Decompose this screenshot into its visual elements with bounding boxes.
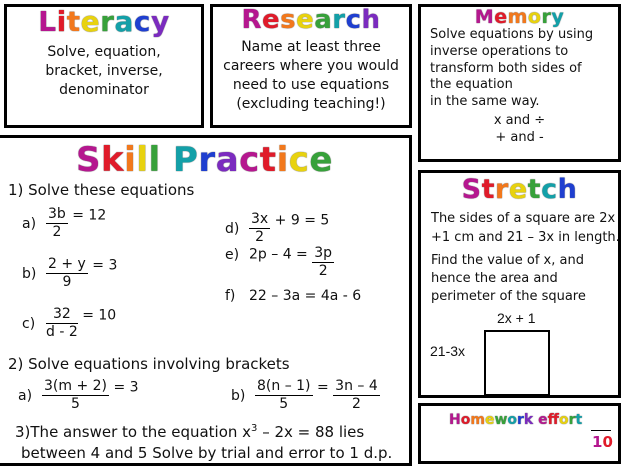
memory-text [430, 27, 593, 111]
square-diagram [484, 330, 550, 396]
literacy-box [4, 4, 204, 128]
rhs: = 10 [82, 307, 117, 324]
q1-a [22, 206, 106, 241]
denominator: 2 [318, 263, 328, 279]
op-line: + and - [495, 130, 544, 145]
fraction [42, 378, 109, 413]
q2-heading: 2) Solve equations involving brackets [8, 355, 290, 373]
q-label: b) [22, 265, 37, 282]
q-label: f) [225, 288, 236, 304]
fraction [312, 245, 334, 280]
research-text [213, 38, 409, 114]
homework-effort-label: Homework efort [449, 412, 583, 428]
stretch-box [418, 170, 621, 398]
stretch-line: hence the area and [431, 271, 558, 286]
q2-a [18, 378, 139, 413]
square-side-label: 21-3x [430, 343, 466, 359]
research-box [210, 4, 412, 128]
q3 [15, 418, 392, 464]
denominator: 5 [71, 396, 80, 412]
rhs: = 3 [92, 257, 118, 274]
homework-box [418, 403, 621, 464]
research-line: careers where you would [223, 58, 399, 74]
equals: = [316, 379, 329, 396]
q-label: e) [225, 246, 240, 263]
q1-e [225, 245, 334, 280]
q1-c [22, 306, 116, 341]
equation: 22 – 3a = 4a - 6 [249, 288, 362, 304]
q3-line2: between 4 and 5 Solve by trial and error to 1 d.p. [21, 444, 393, 462]
keyword-line: Solve, equation, [47, 44, 161, 60]
q1-heading: 1) Solve these equations [8, 181, 195, 199]
stretch-p2 [431, 252, 586, 306]
numerator: 3p [314, 245, 333, 261]
op-line: x and ÷ [493, 113, 546, 128]
memory-line: in the same way. [430, 94, 540, 110]
research-line: (excluding teaching!) [236, 96, 386, 112]
numerator: 3n – 4 [335, 378, 378, 394]
fraction [46, 306, 78, 341]
research-line: Name at least three [241, 39, 381, 55]
skill-practice-title: Skill Practice [76, 140, 333, 180]
homework-denominator: 10 [592, 433, 613, 451]
exponent: 3 [251, 423, 258, 434]
q-label: a) [22, 215, 37, 232]
denominator: 2 [351, 396, 361, 412]
numerator: 3(m + 2) [44, 378, 108, 394]
q-label: c) [22, 315, 36, 332]
q2-b [231, 378, 380, 413]
numerator: 32 [46, 306, 78, 324]
q3-text: – 2x = 88 lies [257, 423, 365, 441]
lhs: 2p – 4 = [249, 246, 308, 263]
rhs: = 12 [72, 207, 107, 224]
rhs: = 3 [113, 379, 139, 396]
literacy-keywords [7, 43, 201, 100]
memory-line: Solve equations by using [430, 27, 594, 42]
denominator: 2 [52, 224, 62, 240]
memory-line: transform both sides of [430, 60, 582, 76]
fraction [46, 206, 68, 241]
q-label: a) [18, 387, 33, 404]
denominator: d - 2 [46, 324, 78, 340]
q1-b [22, 256, 117, 291]
q-label: b) [231, 387, 246, 404]
q1-f [225, 288, 361, 304]
fraction [333, 378, 380, 413]
score-blank [591, 430, 611, 431]
numerator: 2 + y [48, 256, 86, 272]
memory-ops [421, 112, 618, 146]
memory-line: the equation [430, 77, 513, 93]
numerator: 3x [251, 211, 269, 227]
rhs: + 9 = 5 [274, 212, 330, 229]
q3-text: 3)The answer to the equation x [15, 423, 252, 441]
fraction [255, 378, 313, 413]
stretch-p1 [431, 210, 620, 247]
denominator: 2 [255, 229, 265, 245]
memory-title: Memory [474, 6, 565, 28]
q-label: d) [225, 220, 240, 237]
memory-line: inverse operations to [430, 43, 569, 59]
stretch-line: The sides of a square are 2x [431, 211, 616, 226]
q1-d [225, 211, 329, 246]
q3-line1 [15, 418, 392, 443]
keyword-line: denominator [59, 82, 149, 98]
stretch-line: perimeter of the square [431, 289, 586, 304]
square-top-label: 2x + 1 [497, 310, 536, 326]
numerator: 8(n – 1) [257, 378, 311, 394]
research-line: need to use equations [232, 77, 390, 93]
stretch-title: Stretch [461, 174, 578, 205]
stretch-line: Find the value of x, and [431, 253, 584, 268]
literacy-title: Literacy [38, 5, 170, 38]
denominator: 9 [62, 274, 72, 290]
fraction [46, 256, 88, 291]
skill-practice-box [0, 135, 412, 466]
research-title: Research [241, 5, 381, 35]
stretch-line: +1 cm and 21 – 3x in length. [431, 229, 620, 245]
fraction [249, 211, 270, 246]
memory-box [418, 4, 621, 162]
numerator: 3b [48, 206, 66, 222]
keyword-line: bracket, inverse, [45, 63, 163, 79]
denominator: 5 [279, 396, 289, 412]
